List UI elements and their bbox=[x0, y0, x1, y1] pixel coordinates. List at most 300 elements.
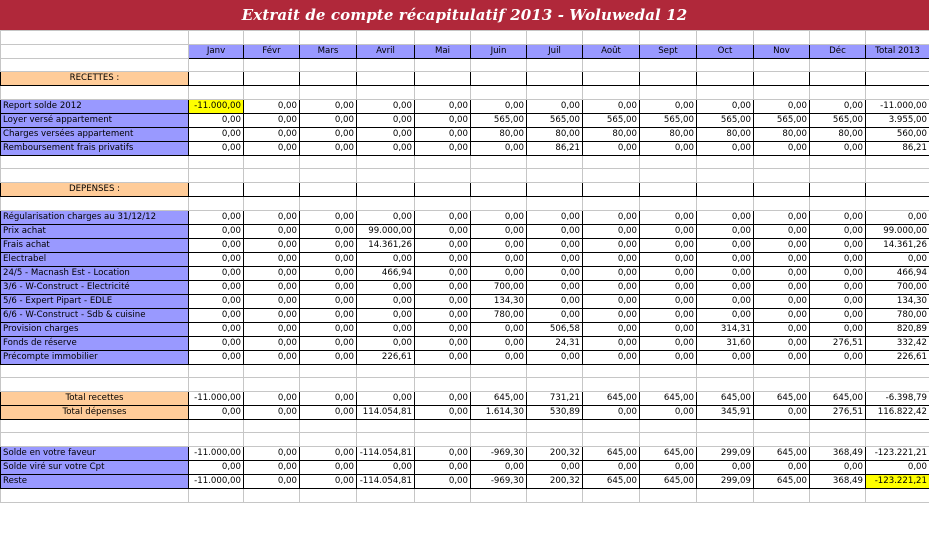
empty-cell[interactable] bbox=[810, 72, 866, 86]
empty-cell[interactable] bbox=[527, 182, 583, 196]
empty-cell[interactable] bbox=[471, 378, 527, 392]
empty-cell[interactable] bbox=[415, 182, 471, 196]
value-cell[interactable]: 80,00 bbox=[697, 127, 754, 141]
empty-cell[interactable] bbox=[583, 169, 640, 183]
value-cell[interactable]: 0,00 bbox=[244, 446, 300, 460]
empty-cell[interactable] bbox=[866, 378, 929, 392]
value-cell[interactable]: 0,00 bbox=[583, 405, 640, 419]
empty-cell[interactable] bbox=[697, 86, 754, 100]
value-cell[interactable]: 0,00 bbox=[583, 322, 640, 336]
empty-cell[interactable] bbox=[866, 196, 929, 210]
value-cell[interactable]: 0,00 bbox=[754, 460, 810, 474]
empty-cell[interactable] bbox=[754, 196, 810, 210]
value-cell[interactable]: 116.822,42 bbox=[866, 405, 929, 419]
empty-cell[interactable] bbox=[189, 72, 244, 86]
month-header[interactable]: Avril bbox=[357, 44, 415, 58]
empty-cell[interactable] bbox=[1, 31, 189, 45]
value-cell[interactable]: -11.000,00 bbox=[189, 446, 244, 460]
value-cell[interactable]: 0,00 bbox=[640, 141, 697, 155]
empty-cell[interactable] bbox=[357, 378, 415, 392]
value-cell[interactable]: 0,00 bbox=[527, 210, 583, 224]
empty-cell[interactable] bbox=[640, 364, 697, 378]
value-cell[interactable]: 80,00 bbox=[810, 127, 866, 141]
value-cell[interactable]: 0,00 bbox=[583, 336, 640, 350]
value-cell[interactable]: 0,00 bbox=[810, 99, 866, 113]
value-cell[interactable]: 0,00 bbox=[754, 308, 810, 322]
empty-cell[interactable] bbox=[471, 196, 527, 210]
value-cell[interactable]: 645,00 bbox=[583, 446, 640, 460]
empty-cell[interactable] bbox=[527, 86, 583, 100]
empty-cell[interactable] bbox=[357, 433, 415, 447]
section-label[interactable]: RECETTES : bbox=[1, 72, 189, 86]
empty-cell[interactable] bbox=[189, 419, 244, 433]
value-cell[interactable]: 134,30 bbox=[866, 294, 929, 308]
value-cell[interactable]: 0,00 bbox=[754, 141, 810, 155]
value-cell[interactable]: 0,00 bbox=[244, 280, 300, 294]
empty-cell[interactable] bbox=[583, 86, 640, 100]
value-cell[interactable]: 0,00 bbox=[754, 405, 810, 419]
value-cell[interactable]: 0,00 bbox=[300, 280, 357, 294]
empty-cell[interactable] bbox=[810, 196, 866, 210]
empty-cell[interactable] bbox=[357, 86, 415, 100]
value-cell[interactable]: 0,00 bbox=[300, 238, 357, 252]
value-cell[interactable]: 0,00 bbox=[189, 405, 244, 419]
month-header[interactable]: Mai bbox=[415, 44, 471, 58]
empty-cell[interactable] bbox=[471, 169, 527, 183]
empty-cell[interactable] bbox=[697, 169, 754, 183]
value-cell[interactable]: 0,00 bbox=[697, 99, 754, 113]
value-cell[interactable]: 200,32 bbox=[527, 446, 583, 460]
value-cell[interactable]: 0,00 bbox=[357, 336, 415, 350]
value-cell[interactable]: 0,00 bbox=[300, 474, 357, 488]
value-cell[interactable]: 565,00 bbox=[697, 113, 754, 127]
value-cell[interactable]: 0,00 bbox=[527, 280, 583, 294]
empty-cell[interactable] bbox=[810, 378, 866, 392]
empty-cell[interactable] bbox=[300, 182, 357, 196]
value-cell[interactable]: 700,00 bbox=[866, 280, 929, 294]
value-cell[interactable]: 0,00 bbox=[471, 460, 527, 474]
value-cell[interactable]: 0,00 bbox=[697, 460, 754, 474]
totals-label[interactable]: Total dépenses bbox=[1, 405, 189, 419]
empty-cell[interactable] bbox=[1, 169, 189, 183]
value-cell[interactable]: 368,49 bbox=[810, 474, 866, 488]
value-cell[interactable]: 3.955,00 bbox=[866, 113, 929, 127]
soldes-label[interactable]: Solde en votre faveur bbox=[1, 446, 189, 460]
value-cell[interactable]: 0,00 bbox=[244, 391, 300, 405]
empty-cell[interactable] bbox=[754, 31, 810, 45]
month-header[interactable]: Janv bbox=[189, 44, 244, 58]
empty-cell[interactable] bbox=[754, 72, 810, 86]
empty-cell[interactable] bbox=[1, 86, 189, 100]
value-cell[interactable]: 99.000,00 bbox=[866, 224, 929, 238]
value-cell[interactable]: 200,32 bbox=[527, 474, 583, 488]
recettes-label[interactable]: Remboursement frais privatifs bbox=[1, 141, 189, 155]
empty-cell[interactable] bbox=[640, 182, 697, 196]
empty-cell[interactable] bbox=[471, 488, 527, 502]
value-cell[interactable]: 0,00 bbox=[471, 322, 527, 336]
value-cell[interactable]: 0,00 bbox=[810, 280, 866, 294]
empty-cell[interactable] bbox=[415, 58, 471, 72]
empty-cell[interactable] bbox=[754, 378, 810, 392]
value-cell[interactable]: 0,00 bbox=[640, 294, 697, 308]
value-cell[interactable]: 0,00 bbox=[754, 322, 810, 336]
empty-cell[interactable] bbox=[357, 364, 415, 378]
value-cell[interactable]: 0,00 bbox=[357, 280, 415, 294]
value-cell[interactable]: 645,00 bbox=[640, 446, 697, 460]
value-cell[interactable]: 0,00 bbox=[527, 238, 583, 252]
empty-cell[interactable] bbox=[866, 31, 929, 45]
empty-cell[interactable] bbox=[640, 155, 697, 169]
value-cell[interactable]: -969,30 bbox=[471, 474, 527, 488]
month-header[interactable]: Déc bbox=[810, 44, 866, 58]
value-cell[interactable]: 820,89 bbox=[866, 322, 929, 336]
value-cell[interactable]: 0,00 bbox=[415, 336, 471, 350]
value-cell[interactable]: 0,00 bbox=[810, 460, 866, 474]
value-cell[interactable]: 99.000,00 bbox=[357, 224, 415, 238]
value-cell[interactable]: 0,00 bbox=[415, 127, 471, 141]
empty-cell[interactable] bbox=[583, 364, 640, 378]
value-cell[interactable]: 0,00 bbox=[754, 280, 810, 294]
empty-cell[interactable] bbox=[640, 433, 697, 447]
empty-cell[interactable] bbox=[300, 419, 357, 433]
empty-cell[interactable] bbox=[244, 155, 300, 169]
value-cell[interactable]: 645,00 bbox=[754, 446, 810, 460]
value-cell[interactable]: 700,00 bbox=[471, 280, 527, 294]
empty-cell[interactable] bbox=[189, 86, 244, 100]
empty-cell[interactable] bbox=[810, 86, 866, 100]
value-cell[interactable]: 0,00 bbox=[244, 336, 300, 350]
empty-cell[interactable] bbox=[300, 155, 357, 169]
value-cell[interactable]: 0,00 bbox=[640, 322, 697, 336]
empty-cell[interactable] bbox=[697, 364, 754, 378]
value-cell[interactable]: 0,00 bbox=[244, 210, 300, 224]
recettes-label[interactable]: Report solde 2012 bbox=[1, 99, 189, 113]
value-cell[interactable]: 565,00 bbox=[754, 113, 810, 127]
value-cell[interactable]: 1.614,30 bbox=[471, 405, 527, 419]
value-cell[interactable]: 0,00 bbox=[244, 460, 300, 474]
value-cell[interactable]: 0,00 bbox=[583, 210, 640, 224]
value-cell[interactable]: 134,30 bbox=[471, 294, 527, 308]
empty-cell[interactable] bbox=[244, 196, 300, 210]
value-cell[interactable]: 0,00 bbox=[527, 460, 583, 474]
value-cell[interactable]: 0,00 bbox=[244, 99, 300, 113]
empty-cell[interactable] bbox=[866, 488, 929, 502]
value-cell[interactable]: 0,00 bbox=[583, 141, 640, 155]
value-cell[interactable]: 0,00 bbox=[640, 336, 697, 350]
value-cell[interactable]: 0,00 bbox=[300, 322, 357, 336]
value-cell[interactable]: 0,00 bbox=[810, 266, 866, 280]
value-cell[interactable]: 0,00 bbox=[244, 308, 300, 322]
value-cell[interactable]: 645,00 bbox=[640, 391, 697, 405]
empty-cell[interactable] bbox=[697, 419, 754, 433]
soldes-label[interactable]: Reste bbox=[1, 474, 189, 488]
empty-cell[interactable] bbox=[754, 364, 810, 378]
value-cell[interactable]: 0,00 bbox=[244, 252, 300, 266]
value-cell[interactable]: 0,00 bbox=[754, 238, 810, 252]
depenses-label[interactable]: Précompte immobilier bbox=[1, 350, 189, 364]
value-cell[interactable]: 506,58 bbox=[527, 322, 583, 336]
empty-cell[interactable] bbox=[357, 58, 415, 72]
empty-cell[interactable] bbox=[810, 488, 866, 502]
empty-cell[interactable] bbox=[357, 31, 415, 45]
empty-cell[interactable] bbox=[244, 378, 300, 392]
empty-cell[interactable] bbox=[583, 155, 640, 169]
value-cell[interactable]: 0,00 bbox=[300, 350, 357, 364]
value-cell[interactable]: 0,00 bbox=[415, 350, 471, 364]
value-cell[interactable]: 0,00 bbox=[300, 405, 357, 419]
value-cell[interactable]: 0,00 bbox=[189, 113, 244, 127]
value-cell[interactable]: 0,00 bbox=[415, 391, 471, 405]
value-cell[interactable]: 0,00 bbox=[583, 99, 640, 113]
value-cell[interactable]: 0,00 bbox=[189, 280, 244, 294]
empty-cell[interactable] bbox=[189, 433, 244, 447]
value-cell[interactable]: 0,00 bbox=[415, 474, 471, 488]
value-cell[interactable]: 0,00 bbox=[357, 294, 415, 308]
value-cell[interactable]: 368,49 bbox=[810, 446, 866, 460]
month-header[interactable]: Mars bbox=[300, 44, 357, 58]
value-cell[interactable]: 0,00 bbox=[189, 308, 244, 322]
empty-cell[interactable] bbox=[810, 433, 866, 447]
empty-cell[interactable] bbox=[300, 196, 357, 210]
empty-cell[interactable] bbox=[415, 196, 471, 210]
value-cell[interactable]: 0,00 bbox=[754, 224, 810, 238]
value-cell[interactable]: 0,00 bbox=[754, 350, 810, 364]
month-header[interactable]: Juin bbox=[471, 44, 527, 58]
empty-cell[interactable] bbox=[866, 182, 929, 196]
value-cell[interactable]: 0,00 bbox=[300, 336, 357, 350]
value-cell[interactable]: 0,00 bbox=[810, 224, 866, 238]
value-cell[interactable]: 226,61 bbox=[357, 350, 415, 364]
empty-cell[interactable] bbox=[754, 488, 810, 502]
value-cell[interactable]: 0,00 bbox=[415, 294, 471, 308]
value-cell[interactable]: 0,00 bbox=[754, 336, 810, 350]
empty-cell[interactable] bbox=[810, 58, 866, 72]
empty-cell[interactable] bbox=[189, 488, 244, 502]
empty-cell[interactable] bbox=[527, 155, 583, 169]
empty-cell[interactable] bbox=[527, 196, 583, 210]
value-cell[interactable]: 0,00 bbox=[754, 210, 810, 224]
empty-cell[interactable] bbox=[754, 86, 810, 100]
value-cell[interactable]: 0,00 bbox=[244, 405, 300, 419]
value-cell[interactable]: 0,00 bbox=[697, 308, 754, 322]
empty-cell[interactable] bbox=[527, 433, 583, 447]
value-cell[interactable]: 0,00 bbox=[189, 336, 244, 350]
empty-cell[interactable] bbox=[300, 433, 357, 447]
empty-cell[interactable] bbox=[1, 488, 189, 502]
empty-cell[interactable] bbox=[583, 488, 640, 502]
value-cell[interactable]: 560,00 bbox=[866, 127, 929, 141]
empty-cell[interactable] bbox=[866, 155, 929, 169]
value-cell[interactable]: 0,00 bbox=[300, 266, 357, 280]
value-cell[interactable]: 780,00 bbox=[471, 308, 527, 322]
empty-cell[interactable] bbox=[189, 58, 244, 72]
recettes-label[interactable]: Charges versées appartement bbox=[1, 127, 189, 141]
value-cell[interactable]: 80,00 bbox=[640, 127, 697, 141]
value-cell[interactable]: 0,00 bbox=[471, 141, 527, 155]
empty-cell[interactable] bbox=[415, 488, 471, 502]
depenses-label[interactable]: 24/5 - Macnash Est - Location bbox=[1, 266, 189, 280]
soldes-label[interactable]: Solde viré sur votre Cpt bbox=[1, 460, 189, 474]
value-cell[interactable]: 114.054,81 bbox=[357, 405, 415, 419]
value-cell[interactable]: 332,42 bbox=[866, 336, 929, 350]
depenses-label[interactable]: 3/6 - W-Construct - Electricité bbox=[1, 280, 189, 294]
empty-cell[interactable] bbox=[300, 86, 357, 100]
value-cell[interactable]: 645,00 bbox=[754, 391, 810, 405]
empty-cell[interactable] bbox=[189, 31, 244, 45]
value-cell[interactable]: 0,00 bbox=[244, 322, 300, 336]
empty-cell[interactable] bbox=[697, 433, 754, 447]
value-cell[interactable]: 0,00 bbox=[471, 210, 527, 224]
empty-cell[interactable] bbox=[471, 31, 527, 45]
value-cell[interactable]: 0,00 bbox=[583, 460, 640, 474]
month-header[interactable]: Févr bbox=[244, 44, 300, 58]
value-cell[interactable]: 645,00 bbox=[697, 391, 754, 405]
value-cell[interactable]: 0,00 bbox=[300, 99, 357, 113]
value-cell[interactable]: 0,00 bbox=[357, 141, 415, 155]
value-cell[interactable]: 565,00 bbox=[471, 113, 527, 127]
value-cell[interactable]: 565,00 bbox=[527, 113, 583, 127]
value-cell[interactable]: 0,00 bbox=[189, 224, 244, 238]
empty-cell[interactable] bbox=[810, 364, 866, 378]
empty-cell[interactable] bbox=[697, 58, 754, 72]
value-cell[interactable]: 0,00 bbox=[244, 141, 300, 155]
value-cell[interactable]: 0,00 bbox=[810, 322, 866, 336]
value-cell[interactable]: 0,00 bbox=[697, 141, 754, 155]
value-cell[interactable]: 565,00 bbox=[583, 113, 640, 127]
value-cell[interactable]: -123.221,21 bbox=[866, 446, 929, 460]
empty-cell[interactable] bbox=[415, 433, 471, 447]
empty-cell[interactable] bbox=[471, 72, 527, 86]
empty-cell[interactable] bbox=[300, 58, 357, 72]
value-cell[interactable]: 0,00 bbox=[583, 308, 640, 322]
value-cell[interactable]: 0,00 bbox=[357, 322, 415, 336]
value-cell[interactable]: 466,94 bbox=[357, 266, 415, 280]
value-cell[interactable]: 0,00 bbox=[357, 127, 415, 141]
empty-cell[interactable] bbox=[415, 31, 471, 45]
value-cell[interactable]: 0,00 bbox=[583, 224, 640, 238]
value-cell[interactable]: 0,00 bbox=[527, 294, 583, 308]
depenses-label[interactable]: 6/6 - W-Construct - Sdb & cuisine bbox=[1, 308, 189, 322]
value-cell[interactable]: 0,00 bbox=[640, 405, 697, 419]
value-cell[interactable]: 0,00 bbox=[697, 280, 754, 294]
empty-cell[interactable] bbox=[527, 364, 583, 378]
empty-cell[interactable] bbox=[300, 31, 357, 45]
value-cell[interactable]: 0,00 bbox=[583, 252, 640, 266]
value-cell[interactable]: 645,00 bbox=[810, 391, 866, 405]
value-cell[interactable]: 80,00 bbox=[583, 127, 640, 141]
empty-cell[interactable] bbox=[357, 169, 415, 183]
value-cell[interactable]: 0,00 bbox=[640, 460, 697, 474]
empty-cell[interactable] bbox=[471, 155, 527, 169]
empty-cell[interactable] bbox=[415, 169, 471, 183]
value-cell[interactable]: 0,00 bbox=[415, 99, 471, 113]
value-cell[interactable]: 645,00 bbox=[583, 391, 640, 405]
empty-cell[interactable] bbox=[640, 488, 697, 502]
value-cell[interactable]: 0,00 bbox=[527, 99, 583, 113]
empty-cell[interactable] bbox=[357, 155, 415, 169]
month-header[interactable]: Nov bbox=[754, 44, 810, 58]
empty-cell[interactable] bbox=[583, 58, 640, 72]
value-cell[interactable]: 0,00 bbox=[866, 252, 929, 266]
value-cell[interactable]: 0,00 bbox=[810, 210, 866, 224]
empty-cell[interactable] bbox=[583, 378, 640, 392]
empty-cell[interactable] bbox=[866, 169, 929, 183]
value-cell[interactable]: 0,00 bbox=[810, 252, 866, 266]
empty-cell[interactable] bbox=[1, 155, 189, 169]
empty-cell[interactable] bbox=[583, 419, 640, 433]
value-cell[interactable]: 276,51 bbox=[810, 336, 866, 350]
value-cell[interactable]: 0,00 bbox=[415, 405, 471, 419]
value-cell[interactable]: 0,00 bbox=[415, 266, 471, 280]
empty-cell[interactable] bbox=[697, 31, 754, 45]
value-cell[interactable]: -11.000,00 bbox=[866, 99, 929, 113]
empty-cell[interactable] bbox=[810, 155, 866, 169]
empty-cell[interactable] bbox=[810, 31, 866, 45]
empty-cell[interactable] bbox=[471, 419, 527, 433]
value-cell[interactable]: -11.000,00 bbox=[189, 391, 244, 405]
empty-cell[interactable] bbox=[810, 419, 866, 433]
value-cell[interactable]: 0,00 bbox=[583, 266, 640, 280]
month-header[interactable]: Juil bbox=[527, 44, 583, 58]
value-cell[interactable]: 0,00 bbox=[527, 252, 583, 266]
value-cell[interactable]: 0,00 bbox=[189, 460, 244, 474]
month-header[interactable]: Oct bbox=[697, 44, 754, 58]
value-cell[interactable]: 86,21 bbox=[866, 141, 929, 155]
empty-cell[interactable] bbox=[415, 86, 471, 100]
empty-cell[interactable] bbox=[244, 58, 300, 72]
empty-cell[interactable] bbox=[697, 488, 754, 502]
empty-cell[interactable] bbox=[244, 72, 300, 86]
empty-cell[interactable] bbox=[1, 378, 189, 392]
empty-cell[interactable] bbox=[866, 419, 929, 433]
month-header[interactable]: Août bbox=[583, 44, 640, 58]
empty-cell[interactable] bbox=[415, 364, 471, 378]
value-cell[interactable]: 0,00 bbox=[640, 238, 697, 252]
empty-cell[interactable] bbox=[300, 378, 357, 392]
empty-cell[interactable] bbox=[357, 182, 415, 196]
value-cell[interactable]: 0,00 bbox=[583, 294, 640, 308]
value-cell[interactable]: 565,00 bbox=[640, 113, 697, 127]
empty-cell[interactable] bbox=[300, 169, 357, 183]
empty-cell[interactable] bbox=[300, 72, 357, 86]
value-cell[interactable]: 0,00 bbox=[189, 141, 244, 155]
empty-cell[interactable] bbox=[754, 58, 810, 72]
empty-cell[interactable] bbox=[1, 364, 189, 378]
corner-cell[interactable] bbox=[1, 44, 189, 58]
value-cell[interactable]: 645,00 bbox=[583, 474, 640, 488]
value-cell[interactable]: 0,00 bbox=[415, 460, 471, 474]
empty-cell[interactable] bbox=[754, 182, 810, 196]
value-cell[interactable]: -11.000,00 bbox=[189, 99, 244, 113]
empty-cell[interactable] bbox=[697, 378, 754, 392]
value-cell[interactable]: 0,00 bbox=[471, 252, 527, 266]
value-cell[interactable]: 0,00 bbox=[244, 127, 300, 141]
value-cell[interactable]: 0,00 bbox=[300, 391, 357, 405]
empty-cell[interactable] bbox=[415, 72, 471, 86]
value-cell[interactable]: 0,00 bbox=[640, 210, 697, 224]
value-cell[interactable]: 299,09 bbox=[697, 446, 754, 460]
empty-cell[interactable] bbox=[244, 169, 300, 183]
value-cell[interactable]: 226,61 bbox=[866, 350, 929, 364]
depenses-label[interactable]: Régularisation charges au 31/12/12 bbox=[1, 210, 189, 224]
value-cell[interactable]: 0,00 bbox=[415, 308, 471, 322]
empty-cell[interactable] bbox=[415, 378, 471, 392]
value-cell[interactable]: 0,00 bbox=[189, 210, 244, 224]
value-cell[interactable]: 0,00 bbox=[189, 127, 244, 141]
value-cell[interactable]: 0,00 bbox=[415, 238, 471, 252]
empty-cell[interactable] bbox=[866, 72, 929, 86]
value-cell[interactable]: 0,00 bbox=[697, 238, 754, 252]
